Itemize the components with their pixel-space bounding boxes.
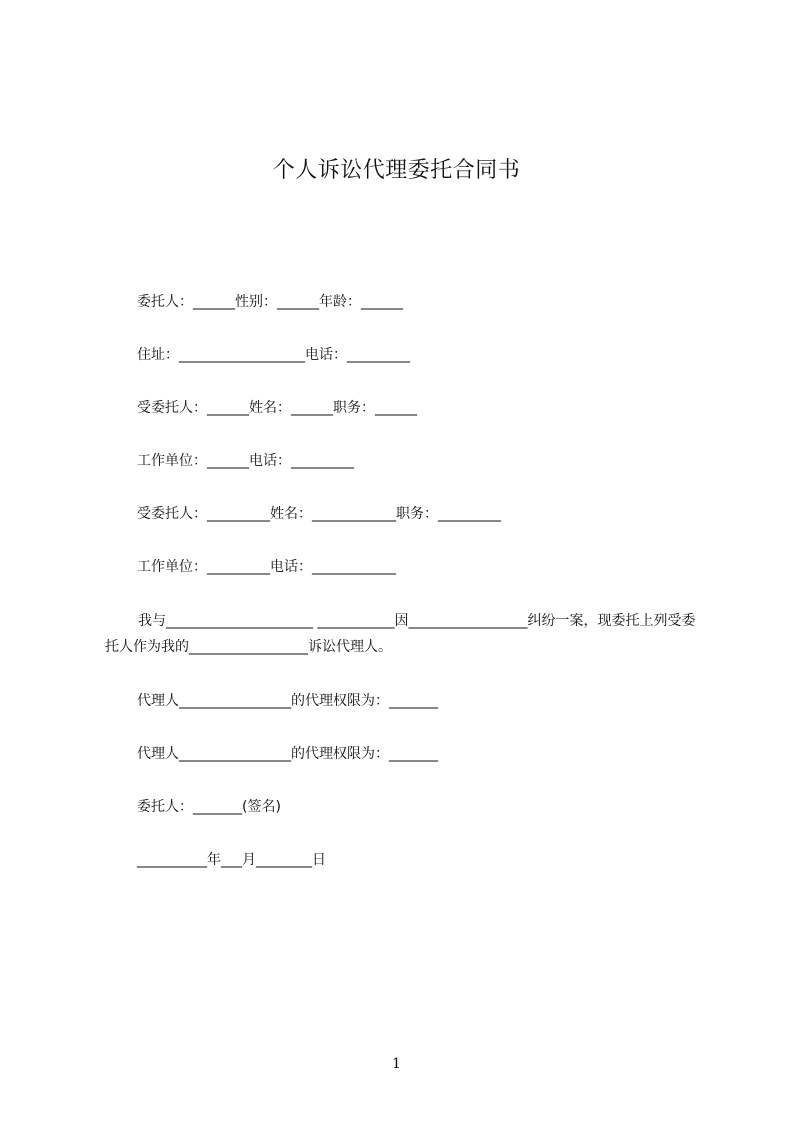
principal-info-line: 委托人：______性别：______年龄：______ — [137, 294, 403, 310]
principal-signature-line: 委托人：_______(签名) — [137, 799, 281, 815]
date-line: __________年___月________日 — [137, 852, 326, 868]
entrustment-paragraph: 我与_____________________ ___________因_________________纠纷一案，现委托上列受委托人作为我的_________________诉讼代理人。 — [105, 613, 696, 655]
agent-authority-line-2: 代理人________________的代理权限为：_______ — [137, 746, 438, 762]
document-title: 个人诉讼代理委托合同书 — [272, 157, 521, 183]
agent-1-info-line: 受委托人：______姓名：______职务：______ — [137, 400, 417, 416]
agent-2-info-line: 受委托人：_________姓名：____________职务：_________ — [137, 506, 501, 522]
agent-1-workplace-line: 工作单位：______电话：_________ — [137, 453, 354, 469]
agent-authority-line-1: 代理人________________的代理权限为：_______ — [137, 693, 438, 709]
page-number: 1 — [392, 1056, 401, 1072]
address-line: 住址：__________________电话：_________ — [137, 347, 410, 363]
agent-2-workplace-line: 工作单位：_________电话：____________ — [137, 559, 396, 575]
